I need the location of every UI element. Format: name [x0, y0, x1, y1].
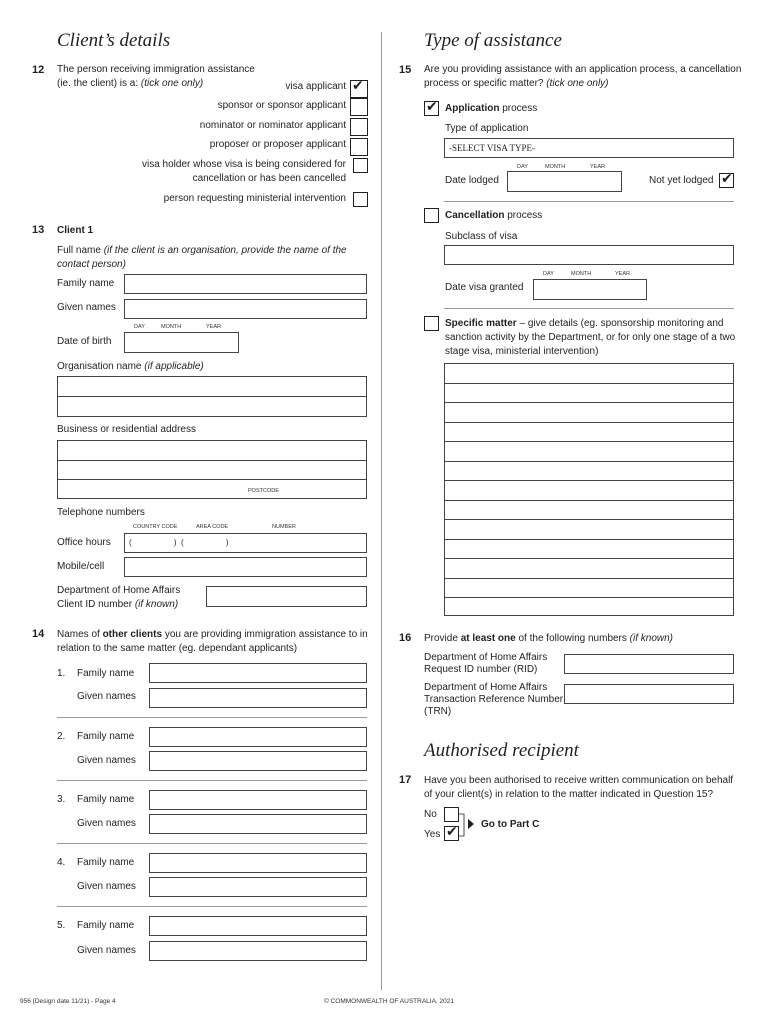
visa-type-select-value: -SELECT VISA TYPE- — [449, 143, 536, 153]
given-names-label: Given names — [77, 945, 136, 956]
telephone-label: Telephone numbers — [57, 507, 145, 518]
question-17-number: 17 — [399, 774, 412, 786]
given-names-input[interactable] — [149, 941, 367, 961]
option-visa-holder-checkbox[interactable] — [353, 158, 368, 173]
type-of-assistance-heading: Type of assistance — [424, 30, 562, 51]
client-id-label: Department of Home Affairs Client ID number (if known) — [57, 585, 181, 610]
given-names-input[interactable] — [149, 751, 367, 771]
family-name-input[interactable] — [149, 916, 367, 936]
application-process-checkbox[interactable] — [424, 101, 439, 116]
given-names-input[interactable] — [149, 877, 367, 897]
option-nominator-checkbox[interactable] — [350, 118, 368, 136]
trn-input[interactable] — [564, 684, 734, 704]
given-names-label: Given names — [77, 818, 136, 829]
cancellation-process-label: Cancellation process — [445, 210, 543, 221]
family-name-label: Family name — [77, 731, 135, 742]
area-code-label: AREA CODE — [196, 524, 229, 530]
lodged-year-label: YEAR — [590, 164, 605, 170]
mobile-input[interactable] — [124, 557, 367, 577]
yes-label: Yes — [424, 829, 441, 840]
address-input[interactable] — [57, 440, 367, 499]
date-of-birth-label: Date of birth — [57, 336, 112, 347]
date-visa-granted-label: Date visa granted — [445, 282, 524, 293]
no-checkbox[interactable] — [444, 807, 459, 822]
entry-divider — [57, 843, 367, 844]
family-name-input[interactable] — [124, 274, 367, 294]
clients-details-heading: Client’s details — [57, 30, 171, 51]
specific-matter-checkbox[interactable] — [424, 316, 439, 331]
footer-copyright: © COMMONWEALTH OF AUSTRALIA, 2021 — [324, 998, 454, 1005]
office-hours-label: Office hours — [57, 537, 111, 548]
option-visa-holder-label: visa holder whose visa is being considered for cancellation or has been cancelled — [142, 159, 346, 184]
family-name-label: Family name — [77, 794, 135, 805]
option-sponsor-checkbox[interactable] — [350, 98, 368, 116]
granted-year-label: YEAR — [615, 271, 630, 277]
dob-year-label: YEAR — [206, 324, 221, 330]
full-name-instruction: Full name (if the client is an organisation, provide the name of the contact person) — [57, 245, 347, 270]
question-13-number: 13 — [32, 224, 45, 236]
application-process-label: Application process — [445, 103, 538, 114]
authorised-recipient-heading: Authorised recipient — [424, 740, 579, 761]
specific-matter-label: Specific matter – give details (eg. sponsorship monitoring and sanction activity by the Department, or for only one stage of a two stage visa, ministerial intervention) — [445, 318, 736, 357]
option-nominator-label: nominator or nominator applicant — [199, 120, 346, 131]
column-divider — [381, 32, 382, 990]
given-names-label: Given names — [57, 302, 116, 313]
family-name-label: Family name — [57, 278, 115, 289]
entry-divider — [57, 906, 367, 907]
entry-number: 5. — [57, 920, 66, 931]
country-code-label: COUNTRY CODE — [133, 524, 178, 530]
option-visa-applicant-label: visa applicant — [285, 81, 346, 92]
given-names-input[interactable] — [149, 688, 367, 708]
trn-label: Department of Home Affairs Transaction Reference Number (TRN) — [424, 682, 564, 717]
entry-number: 2. — [57, 731, 66, 742]
organisation-name-input[interactable] — [57, 376, 367, 417]
entry-number: 4. — [57, 857, 66, 868]
given-names-input[interactable] — [149, 814, 367, 834]
question-16-number: 16 — [399, 632, 412, 644]
mobile-label: Mobile/cell — [57, 561, 105, 572]
family-name-input[interactable] — [149, 790, 367, 810]
subclass-of-visa-input[interactable] — [444, 245, 734, 265]
question-17-text: Have you been authorised to receive written communication on behalf of your client(s) in relation to the matter indicated in Question 15? — [424, 775, 734, 800]
lodged-month-label: MONTH — [545, 164, 566, 170]
family-name-input[interactable] — [149, 663, 367, 683]
section-divider — [444, 308, 734, 309]
dob-month-label: MONTH — [161, 324, 182, 330]
granted-day-label: DAY — [543, 271, 554, 277]
date-lodged-label: Date lodged — [445, 175, 499, 186]
type-of-application-label: Type of application — [445, 123, 529, 134]
family-name-label: Family name — [77, 920, 135, 931]
section-divider — [444, 201, 734, 202]
address-label: Business or residential address — [57, 424, 196, 435]
given-names-label: Given names — [77, 755, 136, 766]
client-1-title: Client 1 — [57, 225, 94, 236]
option-sponsor-label: sponsor or sponsor applicant — [217, 100, 346, 111]
option-proposer-checkbox[interactable] — [350, 138, 368, 156]
question-12-text: The person receiving immigration assistance (ie. the client) is a: (tick one only) — [57, 64, 255, 89]
specific-matter-details-input[interactable] — [444, 363, 734, 616]
question-15-text: Are you providing assistance with an application process, a cancellation process or specific matter? (tick one only) — [424, 64, 742, 89]
date-lodged-input[interactable] — [507, 171, 622, 192]
entry-divider — [57, 780, 367, 781]
visa-type-select[interactable] — [444, 138, 734, 158]
office-hours-brackets: ( ) ( ) — [129, 538, 229, 547]
postcode-label: POSTCODE — [248, 488, 279, 494]
go-to-arrow-icon — [458, 812, 480, 840]
no-label: No — [424, 809, 437, 820]
entry-divider — [57, 717, 367, 718]
not-yet-lodged-checkbox[interactable] — [719, 173, 734, 188]
yes-checkbox[interactable] — [444, 826, 459, 841]
question-14-text: Names of other clients you are providing immigration assistance to in relation to the same matter (eg. dependant applicants) — [57, 629, 368, 654]
rid-label: Department of Home Affairs Request ID number (RID) — [424, 652, 548, 675]
question-14-number: 14 — [32, 628, 45, 640]
option-ministerial-checkbox[interactable] — [353, 192, 368, 207]
client-id-input[interactable] — [206, 586, 367, 607]
family-name-input[interactable] — [149, 853, 367, 873]
not-yet-lodged-label: Not yet lodged — [649, 175, 714, 186]
option-proposer-label: proposer or proposer applicant — [209, 139, 346, 150]
date-visa-granted-input[interactable] — [533, 279, 647, 300]
family-name-label: Family name — [77, 857, 135, 868]
option-ministerial-label: person requesting ministerial intervention — [163, 193, 346, 204]
option-visa-applicant-checkbox[interactable] — [350, 80, 368, 98]
dob-day-label: DAY — [134, 324, 145, 330]
given-names-label: Given names — [77, 691, 136, 702]
date-of-birth-input[interactable] — [124, 332, 239, 353]
question-16-text: Provide at least one of the following numbers (if known) — [424, 633, 674, 644]
go-to-part-c-text: Go to Part C — [481, 819, 540, 830]
entry-number: 1. — [57, 668, 66, 679]
question-15-number: 15 — [399, 64, 412, 76]
number-label: NUMBER — [272, 524, 296, 530]
cancellation-process-checkbox[interactable] — [424, 208, 439, 223]
question-12-number: 12 — [32, 64, 45, 76]
footer-form-id: 956 (Design date 11/21) - Page 4 — [20, 998, 116, 1005]
family-name-input[interactable] — [149, 727, 367, 747]
organisation-name-label: Organisation name (if applicable) — [57, 361, 204, 372]
subclass-of-visa-label: Subclass of visa — [445, 231, 518, 242]
lodged-day-label: DAY — [517, 164, 528, 170]
rid-input[interactable] — [564, 654, 734, 674]
given-names-input[interactable] — [124, 299, 367, 319]
office-hours-input[interactable] — [124, 533, 367, 553]
granted-month-label: MONTH — [571, 271, 592, 277]
family-name-label: Family name — [77, 668, 135, 679]
entry-number: 3. — [57, 794, 66, 805]
given-names-label: Given names — [77, 881, 136, 892]
